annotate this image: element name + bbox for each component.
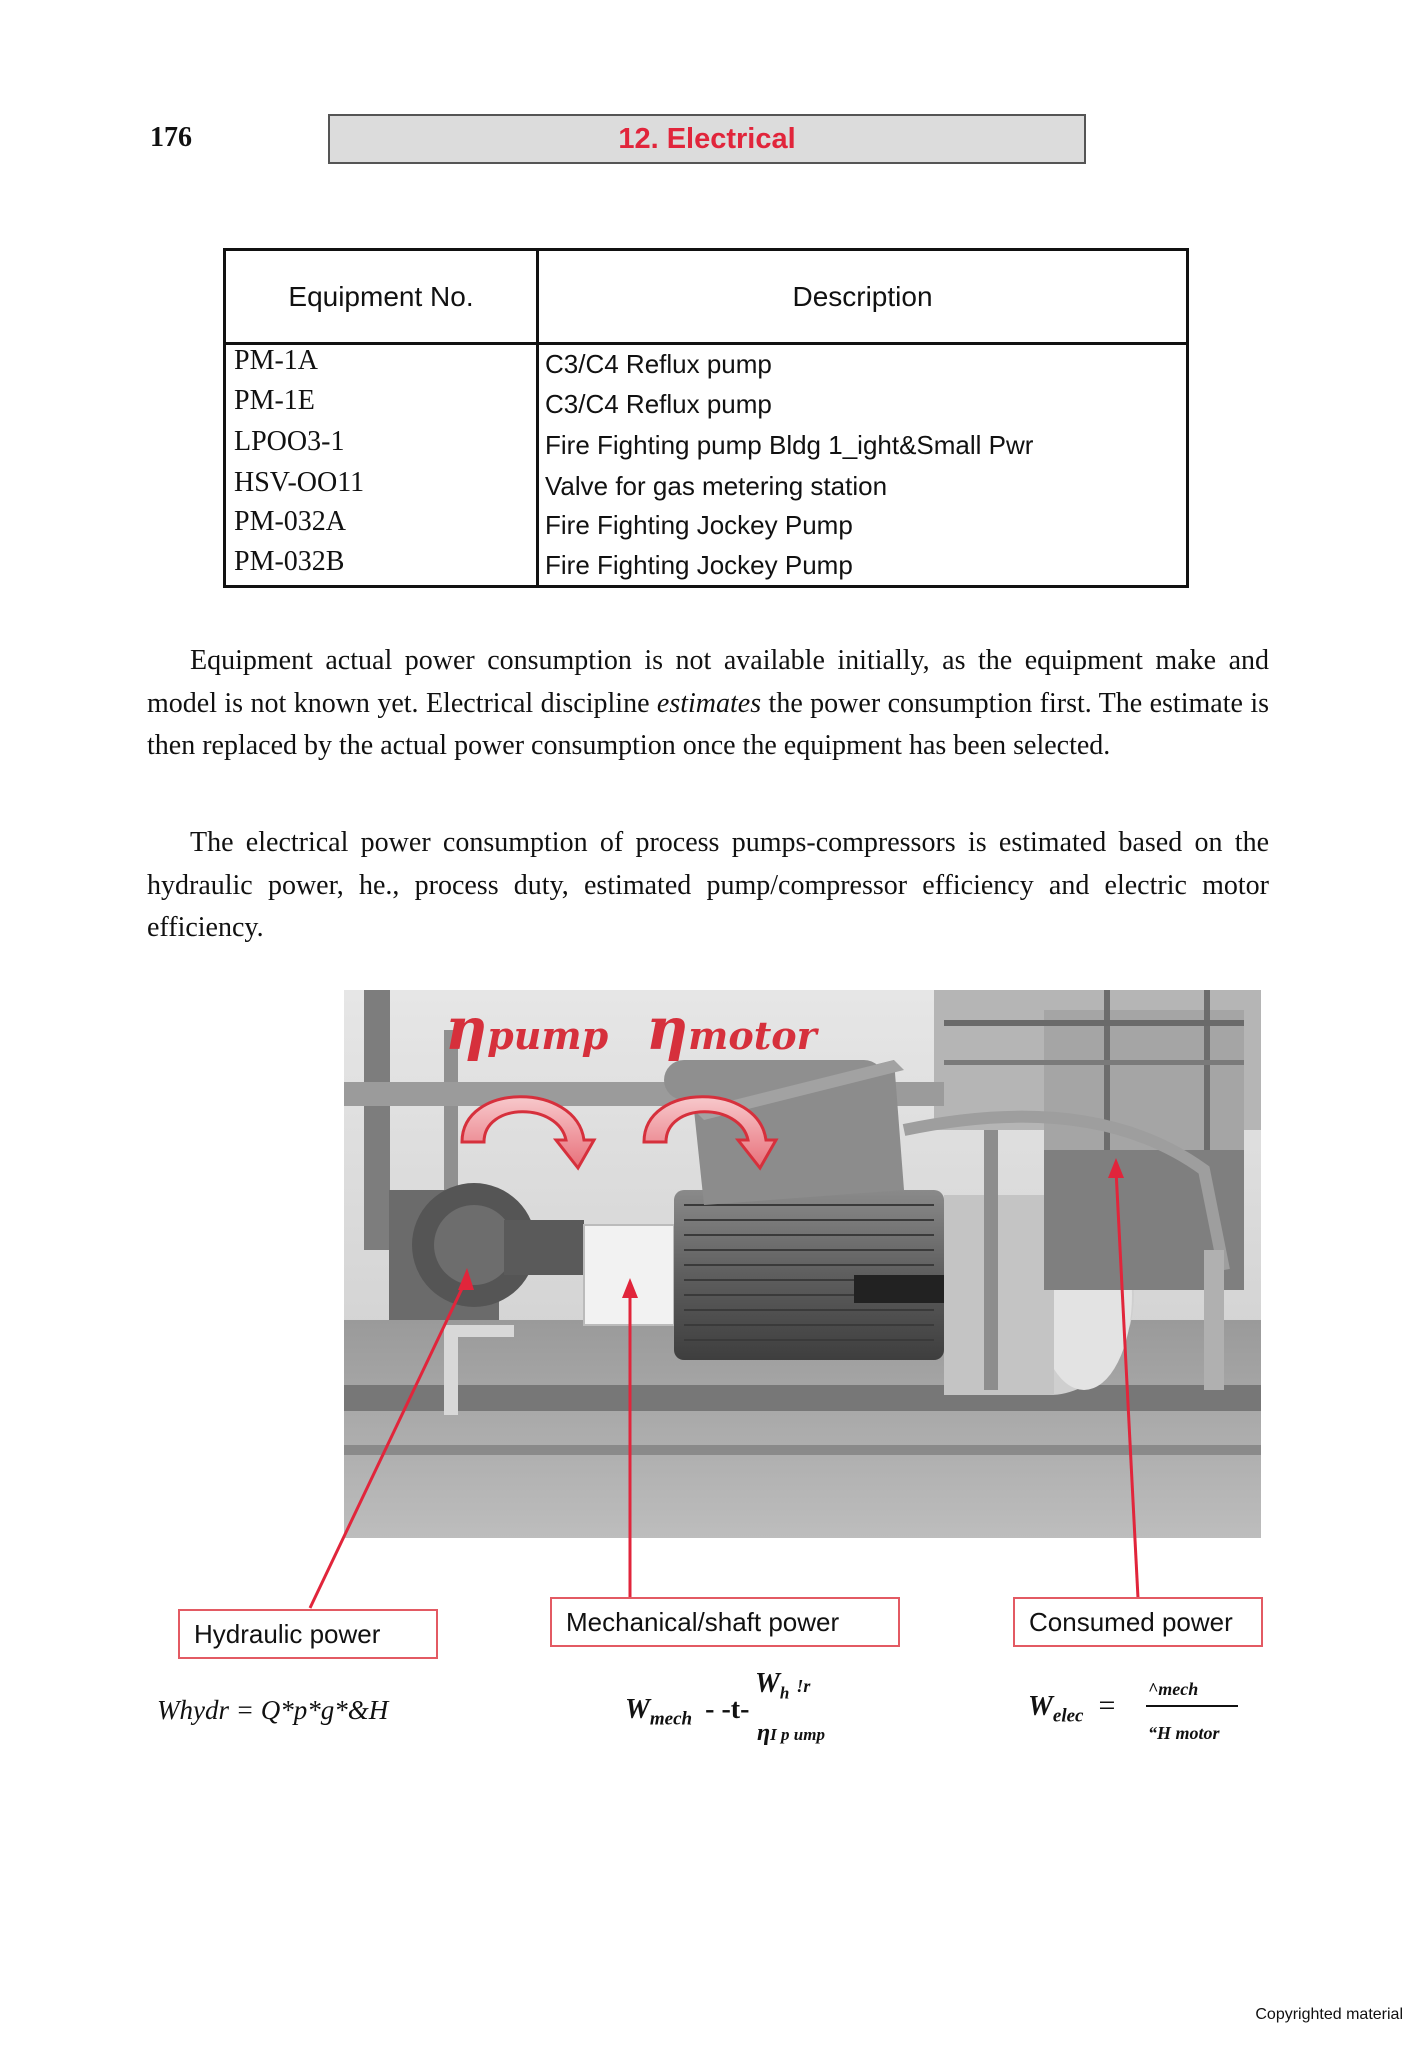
page-number: 176 <box>150 122 192 153</box>
chapter-title: 12. Electrical <box>618 123 796 155</box>
formula-hydraulic: Whydr = Q*p*g*&H <box>157 1695 389 1725</box>
formula-mechanical: $W_h$ !r $W_{mech} - -t-$ ηI p ump <box>625 1668 825 1746</box>
table-row-no: LPOO3-1 <box>234 426 345 457</box>
table-row-desc: C3/C4 Reflux pump <box>545 349 772 379</box>
table-row-desc: C3/C4 Reflux pump <box>545 389 772 419</box>
table-row-no: PM-032B <box>234 546 345 577</box>
table-row-desc: Fire Fighting Jockey Pump <box>545 510 853 540</box>
paragraph-power-basis: The electrical power consumption of process pumps-compressors is estimated based on the hydraulic power, he., process duty, estimated pump/compressor efficiency and electric motor efficiency. <box>147 827 1269 943</box>
label-consumed-power: Consumed power <box>1013 1597 1263 1647</box>
table-row-desc: Valve for gas metering station <box>545 471 888 501</box>
label-mechanical-power: Mechanical/shaft power <box>550 1597 900 1647</box>
copyright-note: Copyrighted material <box>1255 2006 1403 2023</box>
table-header-description: Description <box>792 281 933 312</box>
eta-pump-label: ηpump <box>445 995 609 1063</box>
table-row-no: PM-1E <box>234 385 315 416</box>
eta-motor-label: ηmotor <box>646 995 817 1063</box>
table-row-no: PM-032A <box>234 506 347 537</box>
table-row-no: PM-1A <box>234 345 319 376</box>
table-row-desc: Fire Fighting Jockey Pump <box>545 550 853 580</box>
formula-electrical: $W_{elec}$ = ^mech “H motor <box>1028 1683 1248 1763</box>
paragraph-estimates: Equipment actual power consumption is not available initially, as the equipment make and model is not known yet. Electrical discipline estimates the power consumption first. The estimate is then replaced by the actual power consumption once the equipment has been selected. <box>147 645 1269 761</box>
table-row-desc: Fire Fighting pump Bldg 1_ight&Small Pwr <box>545 430 1034 460</box>
label-hydraulic-power: Hydraulic power <box>178 1609 438 1659</box>
table-row-no: HSV-OO11 <box>234 467 365 498</box>
table-header-equipment-no: Equipment No. <box>288 281 474 312</box>
